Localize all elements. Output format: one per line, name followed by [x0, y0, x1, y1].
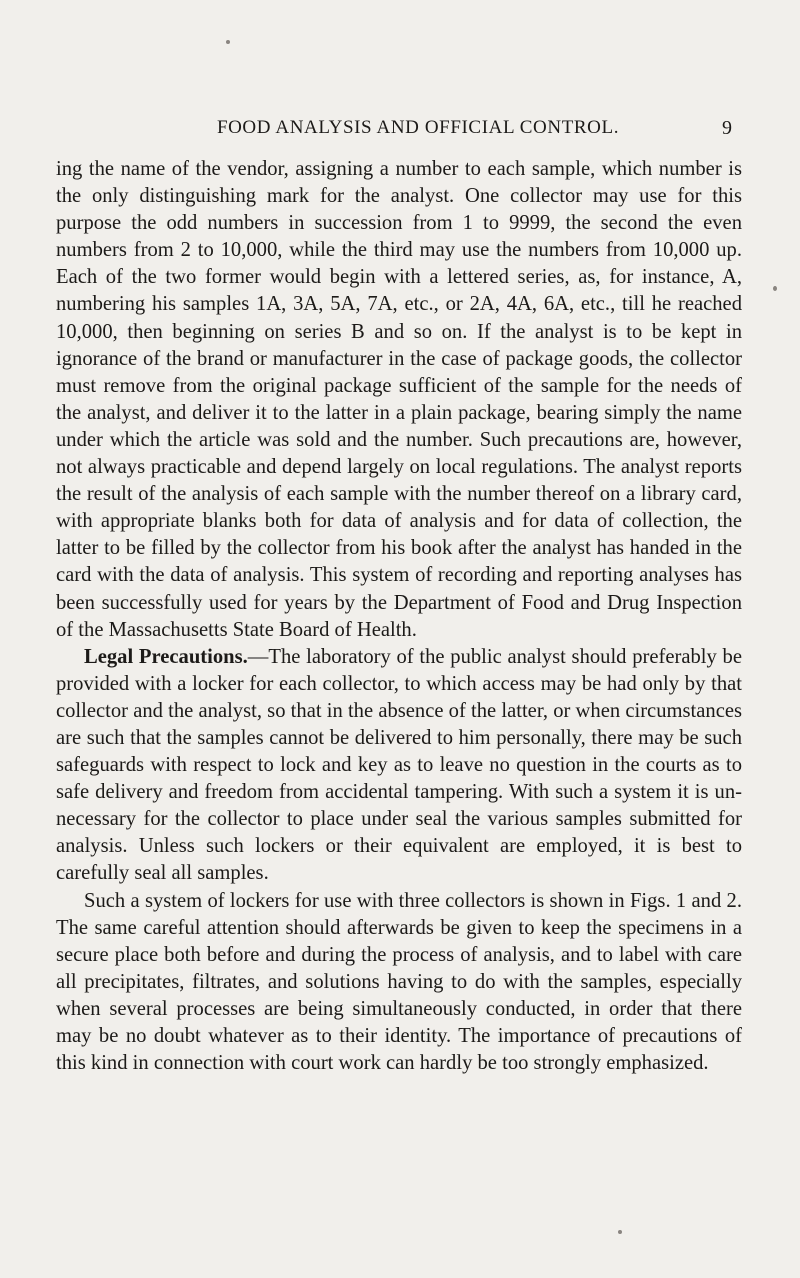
paragraph-lockers — [56, 888, 742, 1078]
paragraph-text: Such a system of lockers for use with three collectors is shown in Figs. 1 and 2. The same careful attention should afterwards be given to keep the specimens in a secure place both before and during the process of analysis, and to label with care all precipitates, filtrates, and solutions having to do with the samples, especially when several processes are being simultaneously conducted, in order that there may be no doubt whatever as to their identity. The importance of precautions of this kind in connection with court work can hardly be too strongly emphasized. — [56, 889, 742, 1075]
paragraph-text: ing the name of the vendor, assigning a number to each sample, which number is the only distinguishing mark for the analyst. One collector may use for this purpose the odd numbers in succession from 1 to 9999, the second the even numbers from 2 to 10,000, while the third may use the numbers from 10,000 up. Each of the two former would begin with a lettered series, as, for instance, A, numbering his samples 1A, 3A, 5A, 7A, etc., or 2A, 4A, 6A, etc., till he reached 10,000, then beginning on series B and so on. If the analyst is to be kept in ignorance of the brand or manufacturer in the case of package goods, the collector must remove from the original package sufficient of the sample for the needs of the analyst, and deliver it to the latter in a plain package, bearing simply the name under which the article was sold and the number. Such precautions are, however, not always practicable and depend largely on local regulations. The analyst reports the result of the analysis of each sample with the number thereof on a library card, with appropriate blanks both for data of analysis and for data of collection, the latter to be filled by the collector from his book after the analyst has handed in the card with the data of analysis. This system of recording and reporting analyses has been successfully used for years by the Department of Food and Drug Inspection of the Massachusetts State Board of Health. — [56, 158, 742, 641]
paragraph-continued — [56, 156, 742, 644]
print-speck — [226, 40, 230, 44]
running-header — [104, 117, 732, 143]
body-text — [56, 156, 742, 1077]
section-heading: Legal Precautions. — [84, 645, 248, 668]
print-speck — [773, 286, 777, 291]
paragraph-text: —The laboratory of the public analyst should preferably be provided with a locker for each collector, to which access may be had only by that collector and the analyst, so that in the absence of the latter, or when circumstances are such that the samples cannot be delivered to him personally, there may be such safeguards with respect to lock and key as to leave no question in the courts as to safe delivery and freedom from accidental tampering. With such a system it is unnecessary for the collector to place under seal the various samples submitted for analysis. Unless such lockers or their equivalent are employed, it is best to carefully seal all samples. — [56, 645, 742, 885]
running-title: FOOD ANALYSIS AND OFFICIAL CONTROL. — [216, 117, 620, 138]
paragraph-legal-precautions — [56, 644, 742, 888]
page-number: 9 — [722, 117, 732, 139]
print-speck — [618, 1230, 622, 1234]
